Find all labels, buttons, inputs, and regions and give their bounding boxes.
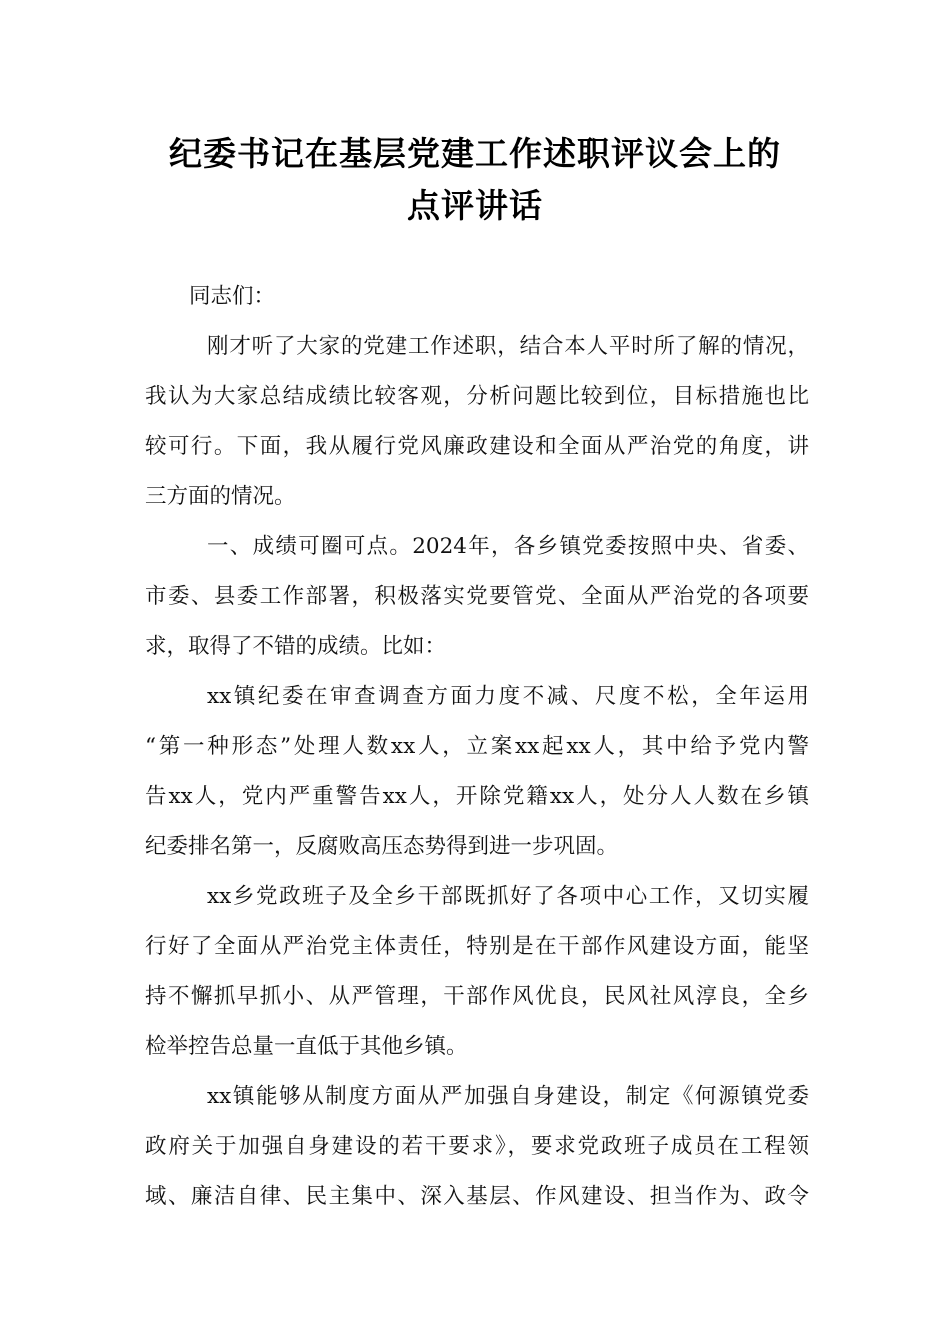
paragraph-3-line-1: xx镇纪委在审查调查方面力度不减、尺度不松，全年运用	[207, 684, 809, 709]
paragraph-1-line-1: 刚才听了大家的党建工作述职，结合本人平时所了解的情况，	[207, 334, 809, 359]
document-title-line-1: 纪委书记在基层党建工作述职评议会上的	[169, 134, 781, 173]
document-body	[145, 272, 809, 1222]
paragraph-1-line-2: 我认为大家总结成绩比较客观，分析问题比较到位，目标措施也比	[145, 384, 809, 409]
paragraph-5-line-1: xx镇能够从制度方面从严加强自身建设，制定《何源镇党委	[207, 1084, 809, 1109]
paragraph-4-line-2: 行好了全面从严治党主体责任，特别是在干部作风建设方面，能坚	[145, 934, 809, 959]
paragraph-5-line-3: 域、廉洁自律、民主集中、深入基层、作风建设、担当作为、政令	[145, 1184, 809, 1209]
paragraph-4-line-3: 持不懈抓早抓小、从严管理，干部作风优良，民风社风淳良，全乡	[145, 984, 809, 1009]
document-title-line-2: 点评讲话	[407, 186, 543, 225]
salutation: 同志们：	[189, 284, 276, 309]
paragraph-3-line-2: “第一种形态”处理人数xx人，立案xx起xx人，其中给予党内警	[145, 734, 809, 759]
paragraph-5-line-2: 政府关于加强自身建设的若干要求》，要求党政班子成员在工程领	[145, 1134, 809, 1159]
paragraph-3-line-3: 告xx人，党内严重警告xx人，开除党籍xx人，处分人人数在乡镇	[145, 784, 809, 809]
paragraph-1-line-4: 三方面的情况。	[145, 484, 296, 509]
paragraph-2-line-3: 求，取得了不错的成绩。比如：	[145, 634, 447, 659]
paragraph-1-line-3: 较可行。下面，我从履行党风廉政建设和全面从严治党的角度，讲	[145, 434, 809, 459]
paragraph-4-line-4: 检举控告总量一直低于其他乡镇。	[145, 1034, 468, 1059]
paragraph-2-line-2: 市委、县委工作部署，积极落实党要管党、全面从严治党的各项要	[145, 584, 809, 609]
paragraph-2-line-1: 一、成绩可圈可点。2024年，各乡镇党委按照中央、省委、	[207, 534, 809, 559]
paragraph-3-line-4: 纪委排名第一，反腐败高压态势得到进一步巩固。	[145, 834, 619, 859]
paragraph-4-line-1: xx乡党政班子及全乡干部既抓好了各项中心工作，又切实履	[207, 884, 809, 909]
